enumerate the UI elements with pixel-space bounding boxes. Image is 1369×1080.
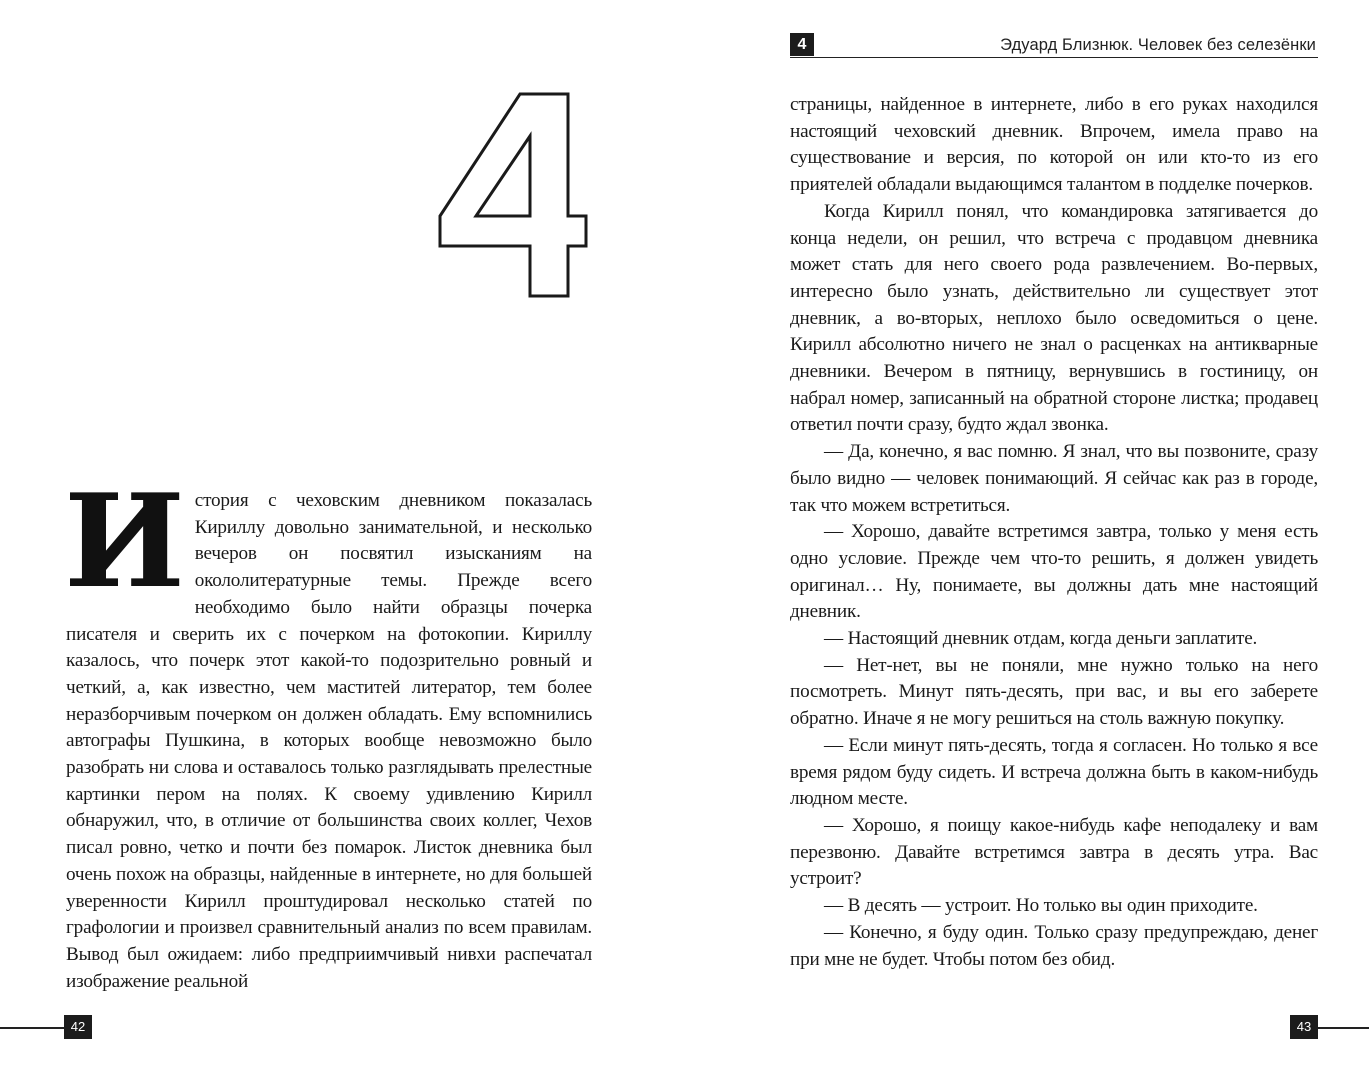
folio-rule bbox=[1318, 1027, 1369, 1029]
paragraph: страницы, найденное в интернете, либо в его руках находился настоящий чеховский дневник. Впрочем, имела право на существование и версия, по которой он или кто-то из его приятелей обладали выдающимся талантом в подделке почерков. bbox=[790, 94, 1318, 196]
header-chapter-number: 4 bbox=[790, 33, 814, 56]
right-body-text bbox=[790, 92, 1318, 973]
page-number-43: 43 bbox=[1290, 1015, 1318, 1039]
dialogue-line: — Хорошо, я поищу какое-нибудь кафе неподалеку и вам перезвоню. Давайте встретимся завтра в десять утра. Вас устроит? bbox=[790, 814, 1318, 890]
opening-paragraph-text: стория с чеховским дневником показалась Кириллу довольно занимательной, и несколько вечеров он посвятил изысканиям на окололитературные темы. Прежде всего необходимо было найти образцы почерка писателя и сверить их с почерком на фотокопии. Кириллу казалось, что почерк этот какой-то подозрительно ровный и четкий, а, как известно, чем маститей литератор, тем более неразборчивым почерком он должен обладать. Ему вспомнились автографы Пушкина, в которых вообще невозможно было разобрать ни слова и оставалось только разглядывать прелестные картинки пером на полях. К своему удивлению Кирилл обнаружил, что, в отличие от большинства своих коллег, Чехов писал ровно, четко и почти без помарок. Листок дневника был очень похож на образцы, найденные в интернете, но для большей уверенности Кирилл проштудировал несколько статей по графологии и произвел сравнительный анализ по всем правилам. Вывод был ожидаем: либо предприимчивый нивхи распечатал изображение реальной bbox=[66, 490, 592, 992]
running-header bbox=[790, 33, 1318, 58]
dialogue-line: — Если минут пять-десять, тогда я согласен. Но только я все время рядом буду сидеть. И встреча должна быть в каком-нибудь людном месте. bbox=[790, 734, 1318, 810]
folio-rule bbox=[0, 1027, 64, 1029]
chapter-number-outline bbox=[428, 64, 598, 314]
left-body-text bbox=[64, 467, 592, 995]
opening-paragraph bbox=[64, 467, 592, 995]
dialogue-line: — Настоящий дневник отдам, когда деньги заплатите. bbox=[824, 628, 1258, 650]
right-folio bbox=[1290, 1007, 1369, 1035]
left-folio bbox=[0, 1007, 92, 1035]
dialogue-line: — В десять — устроит. Но только вы один приходите. bbox=[824, 895, 1258, 917]
dialogue-line: — Конечно, я буду один. Только сразу предупреждаю, денег при мне не будет. Чтобы потом без обид. bbox=[790, 921, 1318, 970]
dialogue-line: — Нет-нет, вы не поняли, мне нужно только на него посмотреть. Минут пять-десять, при вас, и вы его заберете обратно. Иначе я не могу решиться на столь важную покупку. bbox=[790, 654, 1318, 730]
left-page bbox=[0, 0, 684, 1080]
dialogue-line: — Хорошо, давайте встретимся завтра, только у меня есть одно условие. Прежде чем что-то решить, я должен увидеть оригинал… Ну, понимаете, вы должны дать мне настоящий дневник. bbox=[790, 521, 1318, 623]
drop-cap: И bbox=[64, 467, 185, 617]
paragraph: Когда Кирилл понял, что командировка затягивается до конца недели, он решил, что встреча с продавцом дневника может стать для него своего рода развлечением. Во-первых, интересно было узнать, действительно ли существует этот дневник, а во-вторых, неплохо было осведомиться о цене. Кирилл абсолютно ничего не знал о расценках на антикварные дневники. Вечером в пятницу, вернувшись в гостиницу, он набрал номер, записанный на обратной стороне листка; продавец ответил почти сразу, будто ждал звонка. bbox=[790, 200, 1318, 436]
page-number-42: 42 bbox=[64, 1015, 92, 1039]
header-title: Эдуард Близнюк. Человек без селезёнки bbox=[1000, 36, 1316, 54]
dialogue-line: — Да, конечно, я вас помню. Я знал, что вы позвоните, сразу было видно — человек понимающий. Я сейчас как раз в городе, так что можем встретиться. bbox=[790, 441, 1318, 516]
